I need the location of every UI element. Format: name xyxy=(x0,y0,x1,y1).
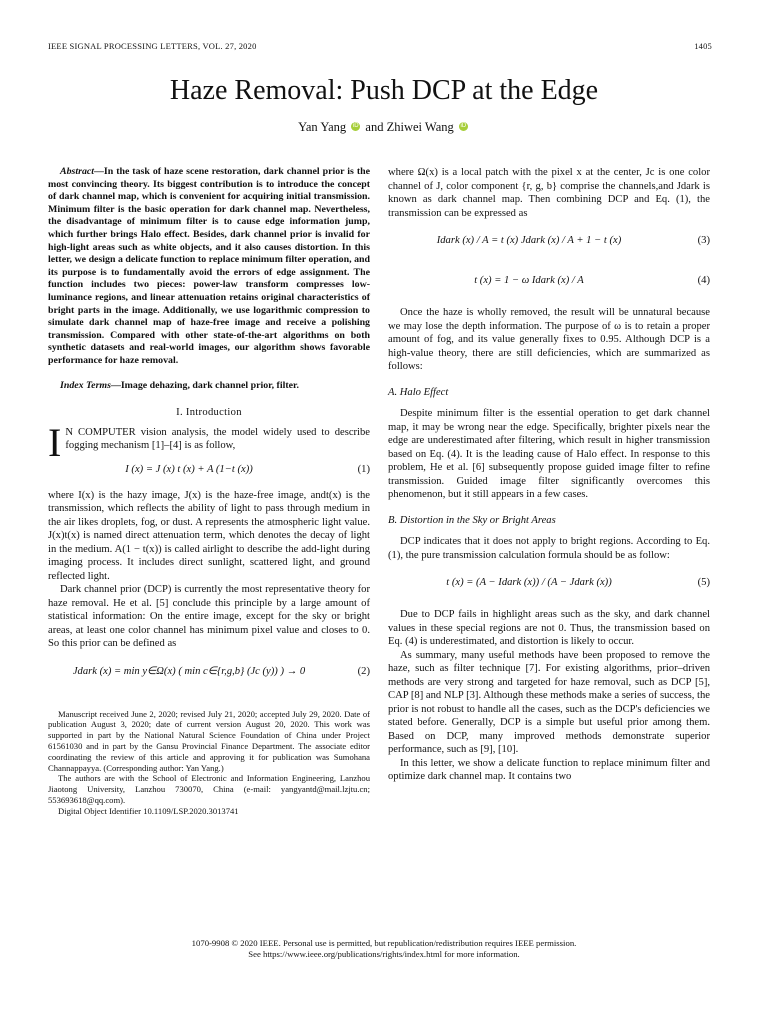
equation-number: (5) xyxy=(697,577,710,588)
copyright-line: 1070-9908 © 2020 IEEE. Personal use is permitted, but republication/redistribution requires IEEE permission. xyxy=(191,938,577,948)
body-paragraph: Due to DCP fails in highlight areas such as the sky, and dark channel values in these special regions are not 0. Thus, the transmission based on Eq. (4) is underestimated, and distortion is likely to occur. xyxy=(388,609,710,647)
orcid-icon[interactable]: iD xyxy=(460,123,467,129)
equation-number: (3) xyxy=(697,235,710,246)
equation-body: Jdark (x) = min y∈Ω(x) ( min c∈{r,g,b} (Jc (y)) ) → 0 xyxy=(72,665,306,677)
subsection-heading-b: B. Distortion in the Sky or Bright Areas xyxy=(388,514,556,526)
index-terms xyxy=(48,380,370,393)
equation-body: t (x) = (A − Idark (x)) / (A − Jdark (x)) xyxy=(446,577,612,588)
right-column xyxy=(388,166,710,784)
abstract-lead: Abstract xyxy=(60,166,95,177)
rights-link[interactable]: See https://www.ieee.org/publications/rights/index.html for more information. xyxy=(248,949,520,959)
equation-1 xyxy=(48,459,370,483)
equation-4 xyxy=(388,266,710,300)
paper-title: Haze Removal: Push DCP at the Edge xyxy=(169,75,599,106)
equation-body: t (x) = 1 − ω Idark (x) / A xyxy=(474,275,584,286)
author-line xyxy=(0,120,768,135)
index-terms-text: —Image dehazing, dark channel prior, filter. xyxy=(110,379,299,391)
footnote-affiliation: The authors are with the School of Electronic and Information Engineering, Lanzhou Jiaotong University, Lanzhou 730070, China (e-mail: yangyantd@mail.lzjtu.cn; 553693618@qq.com). xyxy=(48,773,370,805)
body-paragraph: Despite minimum filter is the essential operation to get dark channel map, it may be wrong near the edge. Specifically, brighter pixels near the edge are underestimated after filtering, which result in higher transmission based on Eq. (4). It is the leading cause of Halo effect. In response to this problem, He et al. [6] subsequently propose guided image filter to refine transmission. Guided image filter significantly overcomes this phenomenon, but it still appears in a few cases. xyxy=(388,408,710,500)
footnote-manuscript: Manuscript received June 2, 2020; revised July 21, 2020; accepted July 29, 2020. Date of publication August 3, 2020; date of current version August 20, 2020. This work was supported in part by the National Natural Science Foundation of China under Project 61561030 and in part by the Gansu Provincial Finance Department. The associate editor coordinating the review of this article and approving it for publication was Sumohana Channappayya. (Corresponding author: Yan Yang.) xyxy=(48,708,370,773)
body-paragraph: As summary, many useful methods have been proposed to remove the haze, such as filter technique [7]. For existing algorithms, prior–driven methods are very strong and targeted for haze removal, such as DCP [5], CAP [8] and NLP [3]. Although these methods make a series of success, the prior is not robust to handle all the cases, such as the DCP's deficiencies we stated before. Generally, DCP is a simple but useful prior among them. Based on DCP, many improved methods demonstrate superior performance, such as [9], [10]. xyxy=(388,649,710,755)
copyright-footer xyxy=(0,938,768,960)
equation-3 xyxy=(388,226,710,260)
equation-number: (1) xyxy=(357,463,370,475)
page-number: 1405 xyxy=(694,41,712,51)
equation-5 xyxy=(388,568,710,602)
footnote-doi: Digital Object Identifier 10.1109/LSP.2020.3013741 xyxy=(58,805,239,816)
intro-paragraph-1 xyxy=(48,419,370,465)
running-header-journal: IEEE SIGNAL PROCESSING LETTERS, VOL. 27, 2020 xyxy=(48,41,257,51)
intro-paragraph-2: where I(x) is the hazy image, J(x) is the haze-free image, andt(x) is the transmission, which reflects the ability of light to pass through medium in the air likes droplets, fog, or dust. A represents the atmospheric light value. J(x)t(x) is named direct attenuation term, which denotes the decay of light in the medium. A(1 − t(x)) is called airlight to describe the add-light during imaging process. It includes direct sunlight, scattered light, and ground reflected light. xyxy=(48,489,370,582)
author-name: Yan Yang xyxy=(298,120,347,134)
equation-body: Idark (x) / A = t (x) Jdark (x) / A + 1 − t (x) xyxy=(436,235,622,246)
abstract-text: —In the task of haze scene restoration, dark channel prior is the most convincing theory. Its biggest contribution is to introduce the concept of dark channel map, which is convenient for acquiring initial transmission. Minimum filter is the basic operation for dark channel map. Nevertheless, the disadvantage of minimum filter is to cause edge information jump, which further brings Halo effect. Besides, dark channel prior is invalid for high-light areas such as white objects, and it also causes distortion. In this letter, we design a delicate function to replace minimum filter operation, and its purpose is to fundamentally avoid the errors of edge assignment. The function includes two pieces: power-law transform compresses low-luminance regions, and linear attenuation retains original characteristics of bright parts in the image. Additionally, we use logarithmic compression to simulate dark channel map of haze-free image and receive a polishing transmission. Compared with other state-of-the-art algorithms on both synthetic datasets and real-world images, our algorithm shows favorable performance for haze removal. xyxy=(48,166,370,366)
body-paragraph: DCP indicates that it does not apply to bright regions. According to Eq. (1), the pure transmission calculation formula should be as follow: xyxy=(388,536,710,561)
subsection-heading-a: A. Halo Effect xyxy=(388,386,449,398)
author-name: and Zhiwei Wang xyxy=(365,120,454,134)
body-paragraph: Once the haze is wholly removed, the result will be unnatural because we may lose the depth information. The purpose of ω is to retain a proper amount of fog, and its value generally fixes to 0.95. Although DCP is a high-value theory, there are still deficiencies, which are summarized as follows: xyxy=(388,307,710,372)
equation-number: (2) xyxy=(357,665,370,677)
equation-2 xyxy=(48,657,370,691)
drop-cap: I xyxy=(48,419,62,465)
body-paragraph: In this letter, we show a delicate function to replace minimum filter and optimize dark channel map. It contains two xyxy=(388,757,710,782)
index-terms-lead: Index Terms xyxy=(60,379,111,391)
intro-paragraph-3: Dark channel prior (DCP) is currently the most representative theory for haze removal. He et al. [5] conclude this principle by a large amount of statistical information: On the entire image, except for the sky or bright areas, at least one color channel has minimum pixel value and closes to 0. So this prior can be defined as xyxy=(48,584,370,650)
equation-number: (4) xyxy=(697,275,710,286)
footnote xyxy=(48,709,370,817)
body-paragraph: where Ω(x) is a local patch with the pixel x at the center, Jc is one color channel of J, color component {r, g, b} comprise the channels,and Jdark is known as dark channel map. Then combining DCP and Eq. (1), the transmission can be expressed as xyxy=(388,167,710,219)
equation-body: I (x) = J (x) t (x) + A (1−t (x)) xyxy=(125,463,253,475)
orcid-icon[interactable]: iD xyxy=(352,123,359,129)
abstract xyxy=(48,166,370,368)
intro-text-1: N COMPUTER vision analysis, the model widely used to describe fogging mechanism [1]–[4] is as follow, xyxy=(65,426,370,452)
left-column xyxy=(48,166,370,817)
section-heading: I. Introduction xyxy=(176,407,242,419)
